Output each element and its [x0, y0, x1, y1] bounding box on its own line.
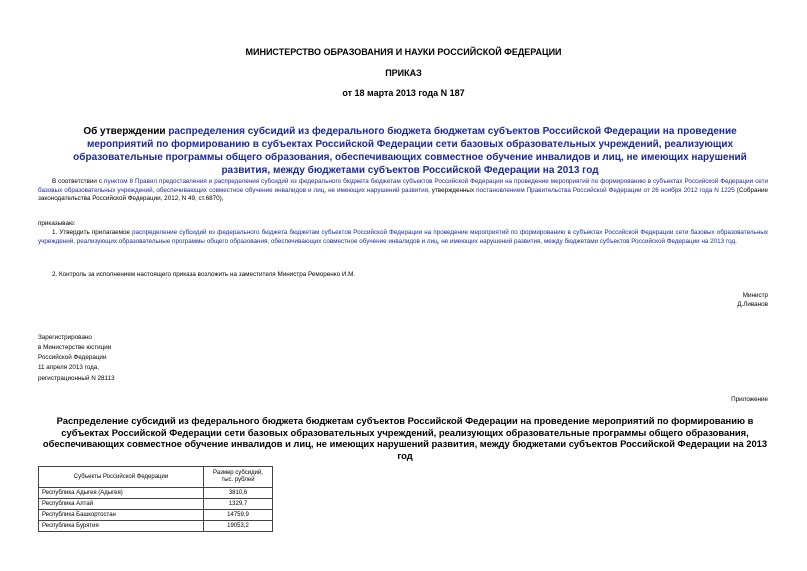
appendix-label: Приложение [731, 396, 768, 403]
table-header-row [39, 467, 273, 488]
row-value: 3810,6 [204, 488, 273, 499]
preamble-paragraph [38, 178, 768, 204]
registration-line-3: Российской Федерации [38, 354, 107, 361]
header-subjects: Субъекты Российской Федерации [39, 467, 204, 488]
registration-line-2: в Министерстве юстиции [38, 344, 112, 351]
table-row [39, 488, 273, 499]
distribution-link[interactable]: распределение субсидий из федерального бюджета бюджетам субъектов Российской Федерации на проведение мероприятий по формированию в субъектах Российской Федерации сети базовых образовательных учреждений, реализующих образовательные программы общего образования, обеспечивающих совместное обучение инвалидов и лиц, не имеющих нарушений развития, между бюджетами субъектов Российской Федерации на 2013 год [38, 229, 768, 245]
row-value: 1329,7 [204, 499, 273, 510]
registration-line-4: 11 апреля 2013 года, [38, 364, 100, 371]
document-title [60, 125, 760, 177]
rules-link[interactable]: пунктом 8 Правил предоставления и распределения субсидий из федерального бюджета бюджетам субъектов Российской Федерации на проведение мероприятий по формированию в субъектах Российской Федерации сети базовых образовательных учреждений, обеспечивающих совместное обучение инвалидов и лиц, не имеющих нарушений развития [38, 178, 769, 194]
table-row [39, 521, 273, 532]
title-prefix: Об утверждении [83, 126, 169, 137]
item-1-end: . [735, 237, 737, 245]
preamble-text-1: В соответствии с [52, 178, 105, 185]
header-amount [204, 467, 273, 488]
item-1-text: 1. Утвердить прилагаемое [52, 229, 133, 236]
decree-link[interactable]: постановлением Правительства Российской Федерации от 26 ноября 2012 года N 1225 [476, 186, 735, 194]
row-subject: Республика Башкортостан [39, 510, 204, 521]
registration-line-5: регистрационный N 28113 [38, 375, 115, 382]
item-1-paragraph [38, 229, 768, 246]
order-word: приказываю: [38, 220, 76, 227]
title-link[interactable]: распределения субсидий из федерального бюджета бюджетам субъектов Российской Федерации на проведение мероприятий по формированию в субъектах Российской Федерации сети базовых образовательных учреждений, реализующих образовательные программы общего образования, обеспечивающих совместное обучение инвалидов и лиц, не имеющих нарушений развития, между бюджетами субъектов Российской Федерации на 2013 год [73, 126, 747, 176]
header-amount-line-1: Размер субсидий, [213, 470, 263, 476]
table-row [39, 499, 273, 510]
date-number-heading: от 18 марта 2013 года N 187 [342, 88, 465, 98]
signature-position: Министр [742, 292, 768, 299]
row-subject: Республика Алтай [39, 499, 204, 510]
header-amount-line-2: тыс. рублей [221, 477, 255, 483]
row-value: 19053,2 [204, 521, 273, 532]
appendix-title: Распределение субсидий из федерального бюджета бюджетам субъектов Российской Федерации на проведение мероприятий по формированию в субъектах Российской Федерации сети базовых образовательных учреждений, реализующих образовательные программы общего образования, обеспечивающих совместное обучение инвалидов и лиц, не имеющих нарушений развития, между бюджетами субъектов Российской Федерации на 2013 год [42, 415, 768, 461]
registration-line-1: Зарегистрировано [38, 334, 92, 341]
table-row [39, 510, 273, 521]
preamble-text-2: , утвержденных [428, 186, 477, 194]
row-subject: Республика Бурятия [39, 521, 204, 532]
row-value: 14759,9 [204, 510, 273, 521]
signature-name: Д.Ливанов [737, 301, 768, 308]
doc-type-heading: ПРИКАЗ [385, 68, 422, 78]
subsidies-table [38, 466, 273, 532]
ministry-heading: МИНИСТЕРСТВО ОБРАЗОВАНИЯ И НАУКИ РОССИЙСКОЙ ФЕДЕРАЦИИ [245, 47, 562, 57]
row-subject: Республика Адыгея (Адыгея) [39, 488, 204, 499]
preamble-text-3: (Собрание законодательства Российской Федерации, 2012, N 49, ст.6870), [38, 186, 769, 203]
item-2-paragraph: 2. Контроль за исполнением настоящего приказа возложить на заместителя Министра Ремоpенко И.М. [52, 271, 356, 278]
